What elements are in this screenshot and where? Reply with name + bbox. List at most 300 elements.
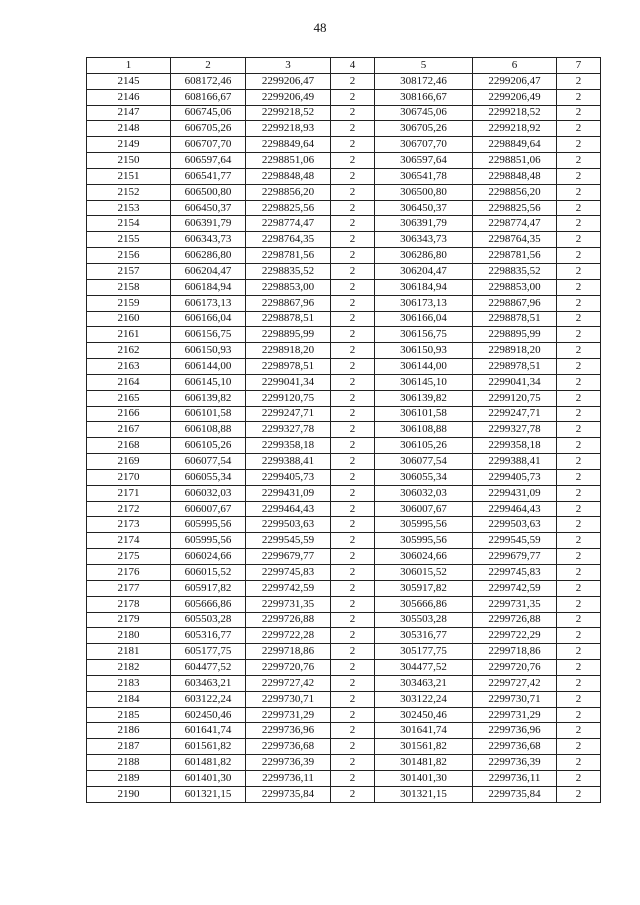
table-row bbox=[87, 73, 601, 89]
table-cell-col-3: 2299731,29 bbox=[246, 707, 331, 723]
table-cell-col-6: 2299327,78 bbox=[473, 422, 557, 438]
table-cell-col-7: 2 bbox=[557, 533, 601, 549]
table-cell-col-7: 2 bbox=[557, 454, 601, 470]
table-cell-col-4: 2 bbox=[331, 533, 375, 549]
header-col-4: 4 bbox=[331, 58, 375, 74]
table-cell-col-5: 306108,88 bbox=[375, 422, 473, 438]
table-cell-col-4: 2 bbox=[331, 374, 375, 390]
table-row bbox=[87, 580, 601, 596]
table-cell-col-2: 606745,06 bbox=[171, 105, 246, 121]
table-cell-col-7: 2 bbox=[557, 770, 601, 786]
table-cell-col-1: 2154 bbox=[87, 216, 171, 232]
table-cell-col-6: 2298848,48 bbox=[473, 168, 557, 184]
table-cell-col-6: 2298851,06 bbox=[473, 153, 557, 169]
table-cell-col-6: 2299206,47 bbox=[473, 73, 557, 89]
table-cell-col-5: 305316,77 bbox=[375, 628, 473, 644]
table-cell-col-7: 2 bbox=[557, 263, 601, 279]
header-col-7: 7 bbox=[557, 58, 601, 74]
table-cell-col-2: 606055,34 bbox=[171, 469, 246, 485]
table-cell-col-7: 2 bbox=[557, 327, 601, 343]
table-cell-col-1: 2163 bbox=[87, 359, 171, 375]
table-cell-col-7: 2 bbox=[557, 232, 601, 248]
table-cell-col-2: 606108,88 bbox=[171, 422, 246, 438]
table-cell-col-5: 305917,82 bbox=[375, 580, 473, 596]
table-cell-col-6: 2299745,83 bbox=[473, 565, 557, 581]
table-cell-col-7: 2 bbox=[557, 390, 601, 406]
table-cell-col-4: 2 bbox=[331, 248, 375, 264]
table-cell-col-5: 306450,37 bbox=[375, 200, 473, 216]
table-cell-col-4: 2 bbox=[331, 485, 375, 501]
table-cell-col-2: 606173,13 bbox=[171, 295, 246, 311]
table-cell-col-1: 2173 bbox=[87, 517, 171, 533]
table-cell-col-1: 2174 bbox=[87, 533, 171, 549]
table-cell-col-7: 2 bbox=[557, 184, 601, 200]
table-row bbox=[87, 707, 601, 723]
table-cell-col-5: 302450,46 bbox=[375, 707, 473, 723]
table-cell-col-3: 2299545,59 bbox=[246, 533, 331, 549]
table-cell-col-6: 2298853,00 bbox=[473, 279, 557, 295]
table-cell-col-1: 2183 bbox=[87, 675, 171, 691]
table-cell-col-2: 606101,58 bbox=[171, 406, 246, 422]
table-cell-col-3: 2299742,59 bbox=[246, 580, 331, 596]
table-cell-col-1: 2177 bbox=[87, 580, 171, 596]
table-cell-col-7: 2 bbox=[557, 628, 601, 644]
table-cell-col-7: 2 bbox=[557, 691, 601, 707]
table-cell-col-3: 2298918,20 bbox=[246, 343, 331, 359]
table-cell-col-1: 2185 bbox=[87, 707, 171, 723]
table-cell-col-2: 606144,00 bbox=[171, 359, 246, 375]
table-row bbox=[87, 200, 601, 216]
table-cell-col-1: 2170 bbox=[87, 469, 171, 485]
table-cell-col-1: 2158 bbox=[87, 279, 171, 295]
table-cell-col-7: 2 bbox=[557, 660, 601, 676]
table-cell-col-4: 2 bbox=[331, 438, 375, 454]
table-cell-col-5: 305503,28 bbox=[375, 612, 473, 628]
table-cell-col-5: 306541,78 bbox=[375, 168, 473, 184]
table-cell-col-6: 2298825,56 bbox=[473, 200, 557, 216]
table-cell-col-7: 2 bbox=[557, 755, 601, 771]
table-cell-col-3: 2299388,41 bbox=[246, 454, 331, 470]
table-cell-col-1: 2150 bbox=[87, 153, 171, 169]
table-cell-col-7: 2 bbox=[557, 438, 601, 454]
table-row bbox=[87, 501, 601, 517]
table-cell-col-4: 2 bbox=[331, 755, 375, 771]
table-row bbox=[87, 105, 601, 121]
table-cell-col-3: 2298764,35 bbox=[246, 232, 331, 248]
table-cell-col-2: 603463,21 bbox=[171, 675, 246, 691]
table-row bbox=[87, 279, 601, 295]
table-cell-col-6: 2299736,96 bbox=[473, 723, 557, 739]
table-row bbox=[87, 628, 601, 644]
table-cell-col-3: 2299206,49 bbox=[246, 89, 331, 105]
table-row bbox=[87, 216, 601, 232]
table-cell-col-4: 2 bbox=[331, 390, 375, 406]
header-col-5: 5 bbox=[375, 58, 473, 74]
table-cell-col-7: 2 bbox=[557, 580, 601, 596]
table-cell-col-5: 306745,06 bbox=[375, 105, 473, 121]
table-cell-col-4: 2 bbox=[331, 580, 375, 596]
table-cell-col-1: 2176 bbox=[87, 565, 171, 581]
table-cell-col-3: 2298849,64 bbox=[246, 137, 331, 153]
table-cell-col-1: 2175 bbox=[87, 549, 171, 565]
table-cell-col-5: 308172,46 bbox=[375, 73, 473, 89]
table-cell-col-1: 2181 bbox=[87, 644, 171, 660]
table-row bbox=[87, 723, 601, 739]
table-row bbox=[87, 406, 601, 422]
table-cell-col-1: 2148 bbox=[87, 121, 171, 137]
table-cell-col-5: 306145,10 bbox=[375, 374, 473, 390]
table-cell-col-3: 2298835,52 bbox=[246, 263, 331, 279]
table-cell-col-2: 605666,86 bbox=[171, 596, 246, 612]
table-cell-col-6: 2299206,49 bbox=[473, 89, 557, 105]
table-cell-col-5: 306150,93 bbox=[375, 343, 473, 359]
table-cell-col-2: 606184,94 bbox=[171, 279, 246, 295]
table-cell-col-7: 2 bbox=[557, 279, 601, 295]
table-cell-col-7: 2 bbox=[557, 374, 601, 390]
table-row bbox=[87, 644, 601, 660]
table-cell-col-5: 301321,15 bbox=[375, 786, 473, 802]
table-cell-col-6: 2299464,43 bbox=[473, 501, 557, 517]
table-cell-col-2: 606707,70 bbox=[171, 137, 246, 153]
table-cell-col-3: 2299358,18 bbox=[246, 438, 331, 454]
table-cell-col-1: 2171 bbox=[87, 485, 171, 501]
table-cell-col-3: 2299247,71 bbox=[246, 406, 331, 422]
table-cell-col-7: 2 bbox=[557, 343, 601, 359]
table-cell-col-4: 2 bbox=[331, 565, 375, 581]
table-cell-col-5: 306139,82 bbox=[375, 390, 473, 406]
table-cell-col-6: 2299736,11 bbox=[473, 770, 557, 786]
table-cell-col-4: 2 bbox=[331, 279, 375, 295]
table-cell-col-6: 2299736,68 bbox=[473, 739, 557, 755]
table-row bbox=[87, 596, 601, 612]
table-cell-col-4: 2 bbox=[331, 359, 375, 375]
header-col-2: 2 bbox=[171, 58, 246, 74]
table-cell-col-6: 2298918,20 bbox=[473, 343, 557, 359]
table-cell-col-2: 606156,75 bbox=[171, 327, 246, 343]
table-cell-col-2: 608172,46 bbox=[171, 73, 246, 89]
table-cell-col-3: 2299405,73 bbox=[246, 469, 331, 485]
table-cell-col-5: 306156,75 bbox=[375, 327, 473, 343]
table-cell-col-4: 2 bbox=[331, 327, 375, 343]
table-cell-col-2: 606343,73 bbox=[171, 232, 246, 248]
table-cell-col-5: 306204,47 bbox=[375, 263, 473, 279]
table-cell-col-4: 2 bbox=[331, 422, 375, 438]
table-cell-col-6: 2299731,29 bbox=[473, 707, 557, 723]
table-cell-col-3: 2298851,06 bbox=[246, 153, 331, 169]
table-cell-col-6: 2299735,84 bbox=[473, 786, 557, 802]
table-cell-col-3: 2299730,71 bbox=[246, 691, 331, 707]
table-row bbox=[87, 295, 601, 311]
table-cell-col-7: 2 bbox=[557, 359, 601, 375]
table-row bbox=[87, 89, 601, 105]
table-cell-col-3: 2299736,68 bbox=[246, 739, 331, 755]
table-row bbox=[87, 755, 601, 771]
table-cell-col-6: 2299731,35 bbox=[473, 596, 557, 612]
table-cell-col-4: 2 bbox=[331, 517, 375, 533]
table-cell-col-1: 2178 bbox=[87, 596, 171, 612]
table-cell-col-3: 2299503,63 bbox=[246, 517, 331, 533]
table-cell-col-6: 2298849,64 bbox=[473, 137, 557, 153]
table-row bbox=[87, 770, 601, 786]
table-cell-col-3: 2299679,77 bbox=[246, 549, 331, 565]
table-cell-col-2: 601561,82 bbox=[171, 739, 246, 755]
table-cell-col-1: 2161 bbox=[87, 327, 171, 343]
table-cell-col-4: 2 bbox=[331, 596, 375, 612]
table-cell-col-2: 606597,64 bbox=[171, 153, 246, 169]
table-cell-col-4: 2 bbox=[331, 200, 375, 216]
table-cell-col-7: 2 bbox=[557, 422, 601, 438]
table-cell-col-2: 606139,82 bbox=[171, 390, 246, 406]
table-cell-col-6: 2299720,76 bbox=[473, 660, 557, 676]
table-cell-col-1: 2145 bbox=[87, 73, 171, 89]
table-row bbox=[87, 422, 601, 438]
table-cell-col-6: 2298878,51 bbox=[473, 311, 557, 327]
table-cell-col-5: 306077,54 bbox=[375, 454, 473, 470]
table-cell-col-4: 2 bbox=[331, 707, 375, 723]
table-cell-col-2: 606705,26 bbox=[171, 121, 246, 137]
table-cell-col-5: 306105,26 bbox=[375, 438, 473, 454]
table-row bbox=[87, 660, 601, 676]
table-cell-col-4: 2 bbox=[331, 105, 375, 121]
header-col-6: 6 bbox=[473, 58, 557, 74]
table-cell-col-1: 2160 bbox=[87, 311, 171, 327]
table-cell-col-4: 2 bbox=[331, 263, 375, 279]
table-row bbox=[87, 153, 601, 169]
table-cell-col-2: 606145,10 bbox=[171, 374, 246, 390]
table-row bbox=[87, 184, 601, 200]
table-cell-col-3: 2299726,88 bbox=[246, 612, 331, 628]
table-cell-col-2: 606166,04 bbox=[171, 311, 246, 327]
table-cell-col-1: 2147 bbox=[87, 105, 171, 121]
table-cell-col-1: 2149 bbox=[87, 137, 171, 153]
header-col-1: 1 bbox=[87, 58, 171, 74]
table-cell-col-7: 2 bbox=[557, 248, 601, 264]
table-cell-col-3: 2299736,11 bbox=[246, 770, 331, 786]
table-cell-col-5: 305177,75 bbox=[375, 644, 473, 660]
table-cell-col-1: 2182 bbox=[87, 660, 171, 676]
table-cell-col-6: 2299679,77 bbox=[473, 549, 557, 565]
table-row bbox=[87, 343, 601, 359]
table-cell-col-1: 2187 bbox=[87, 739, 171, 755]
table-cell-col-6: 2298781,56 bbox=[473, 248, 557, 264]
table-cell-col-7: 2 bbox=[557, 200, 601, 216]
table-cell-col-2: 606077,54 bbox=[171, 454, 246, 470]
table-cell-col-6: 2298764,35 bbox=[473, 232, 557, 248]
table-cell-col-5: 306015,52 bbox=[375, 565, 473, 581]
table-cell-col-5: 306173,13 bbox=[375, 295, 473, 311]
table-cell-col-4: 2 bbox=[331, 612, 375, 628]
table-cell-col-2: 603122,24 bbox=[171, 691, 246, 707]
table-cell-col-4: 2 bbox=[331, 675, 375, 691]
table-row bbox=[87, 454, 601, 470]
table-cell-col-5: 306705,26 bbox=[375, 121, 473, 137]
table-cell-col-5: 306500,80 bbox=[375, 184, 473, 200]
table-row bbox=[87, 374, 601, 390]
table-cell-col-3: 2299736,96 bbox=[246, 723, 331, 739]
table-cell-col-2: 605917,82 bbox=[171, 580, 246, 596]
table-cell-col-1: 2165 bbox=[87, 390, 171, 406]
table-cell-col-4: 2 bbox=[331, 168, 375, 184]
table-cell-col-1: 2179 bbox=[87, 612, 171, 628]
table-cell-col-5: 306286,80 bbox=[375, 248, 473, 264]
table-cell-col-4: 2 bbox=[331, 89, 375, 105]
table-cell-col-1: 2156 bbox=[87, 248, 171, 264]
table-cell-col-7: 2 bbox=[557, 469, 601, 485]
table-row bbox=[87, 232, 601, 248]
table-row bbox=[87, 359, 601, 375]
table-row bbox=[87, 390, 601, 406]
table-cell-col-4: 2 bbox=[331, 660, 375, 676]
table-cell-col-3: 2298895,99 bbox=[246, 327, 331, 343]
table-cell-col-5: 306144,00 bbox=[375, 359, 473, 375]
table-cell-col-3: 2298978,51 bbox=[246, 359, 331, 375]
table-cell-col-5: 306101,58 bbox=[375, 406, 473, 422]
table-row bbox=[87, 786, 601, 802]
table-cell-col-3: 2299431,09 bbox=[246, 485, 331, 501]
table-cell-col-3: 2299731,35 bbox=[246, 596, 331, 612]
table-cell-col-6: 2299726,88 bbox=[473, 612, 557, 628]
table-cell-col-5: 306007,67 bbox=[375, 501, 473, 517]
table-cell-col-4: 2 bbox=[331, 723, 375, 739]
table-cell-col-4: 2 bbox=[331, 153, 375, 169]
table-cell-col-2: 606105,26 bbox=[171, 438, 246, 454]
table-cell-col-3: 2299120,75 bbox=[246, 390, 331, 406]
table-row bbox=[87, 263, 601, 279]
table-cell-col-7: 2 bbox=[557, 73, 601, 89]
table-cell-col-6: 2299041,34 bbox=[473, 374, 557, 390]
table-cell-col-1: 2159 bbox=[87, 295, 171, 311]
table-cell-col-5: 306597,64 bbox=[375, 153, 473, 169]
table-cell-col-7: 2 bbox=[557, 596, 601, 612]
table-cell-col-6: 2299736,39 bbox=[473, 755, 557, 771]
table-cell-col-2: 605995,56 bbox=[171, 517, 246, 533]
table-cell-col-5: 306055,34 bbox=[375, 469, 473, 485]
table-cell-col-7: 2 bbox=[557, 89, 601, 105]
table-cell-col-2: 605995,56 bbox=[171, 533, 246, 549]
table-cell-col-5: 306391,79 bbox=[375, 216, 473, 232]
table-cell-col-1: 2172 bbox=[87, 501, 171, 517]
table-cell-col-2: 601641,74 bbox=[171, 723, 246, 739]
table-cell-col-7: 2 bbox=[557, 485, 601, 501]
table-cell-col-6: 2299742,59 bbox=[473, 580, 557, 596]
table-cell-col-3: 2298781,56 bbox=[246, 248, 331, 264]
table-cell-col-6: 2299727,42 bbox=[473, 675, 557, 691]
table-cell-col-7: 2 bbox=[557, 644, 601, 660]
table-cell-col-5: 301401,30 bbox=[375, 770, 473, 786]
table-cell-col-6: 2299388,41 bbox=[473, 454, 557, 470]
table-cell-col-5: 306184,94 bbox=[375, 279, 473, 295]
table-cell-col-2: 606007,67 bbox=[171, 501, 246, 517]
table-cell-col-5: 306343,73 bbox=[375, 232, 473, 248]
table-cell-col-6: 2298895,99 bbox=[473, 327, 557, 343]
page-number: 48 bbox=[313, 20, 327, 35]
table-cell-col-6: 2299405,73 bbox=[473, 469, 557, 485]
table-cell-col-3: 2298856,20 bbox=[246, 184, 331, 200]
table-cell-col-2: 606150,93 bbox=[171, 343, 246, 359]
table-cell-col-7: 2 bbox=[557, 612, 601, 628]
table-body bbox=[87, 73, 601, 802]
table-cell-col-4: 2 bbox=[331, 295, 375, 311]
table-cell-col-5: 306166,04 bbox=[375, 311, 473, 327]
table-cell-col-7: 2 bbox=[557, 105, 601, 121]
table-cell-col-5: 301641,74 bbox=[375, 723, 473, 739]
table-cell-col-5: 303122,24 bbox=[375, 691, 473, 707]
table-cell-col-1: 2184 bbox=[87, 691, 171, 707]
table-row bbox=[87, 691, 601, 707]
table-row bbox=[87, 739, 601, 755]
table-cell-col-5: 306707,70 bbox=[375, 137, 473, 153]
table-cell-col-3: 2299722,28 bbox=[246, 628, 331, 644]
table-cell-col-3: 2299218,93 bbox=[246, 121, 331, 137]
table-row bbox=[87, 517, 601, 533]
table-cell-col-1: 2167 bbox=[87, 422, 171, 438]
table-cell-col-5: 303463,21 bbox=[375, 675, 473, 691]
table-cell-col-3: 2299218,52 bbox=[246, 105, 331, 121]
table-cell-col-3: 2299745,83 bbox=[246, 565, 331, 581]
table-cell-col-3: 2298867,96 bbox=[246, 295, 331, 311]
table-cell-col-3: 2298774,47 bbox=[246, 216, 331, 232]
table-cell-col-6: 2299120,75 bbox=[473, 390, 557, 406]
table-cell-col-3: 2299718,86 bbox=[246, 644, 331, 660]
table-cell-col-6: 2298835,52 bbox=[473, 263, 557, 279]
table-cell-col-5: 305995,56 bbox=[375, 517, 473, 533]
table-cell-col-2: 606450,37 bbox=[171, 200, 246, 216]
table-cell-col-4: 2 bbox=[331, 311, 375, 327]
table-cell-col-3: 2298878,51 bbox=[246, 311, 331, 327]
table-row bbox=[87, 311, 601, 327]
table-cell-col-4: 2 bbox=[331, 691, 375, 707]
table-cell-col-7: 2 bbox=[557, 549, 601, 565]
table-cell-col-4: 2 bbox=[331, 343, 375, 359]
table-cell-col-2: 606391,79 bbox=[171, 216, 246, 232]
table-cell-col-2: 606204,47 bbox=[171, 263, 246, 279]
table-cell-col-1: 2188 bbox=[87, 755, 171, 771]
coordinates-table bbox=[86, 57, 601, 803]
table-cell-col-1: 2166 bbox=[87, 406, 171, 422]
table-cell-col-7: 2 bbox=[557, 137, 601, 153]
table-cell-col-4: 2 bbox=[331, 73, 375, 89]
table-cell-col-7: 2 bbox=[557, 517, 601, 533]
table-cell-col-4: 2 bbox=[331, 406, 375, 422]
table-cell-col-4: 2 bbox=[331, 216, 375, 232]
table-cell-col-3: 2298825,56 bbox=[246, 200, 331, 216]
table-cell-col-6: 2299503,63 bbox=[473, 517, 557, 533]
table-cell-col-5: 305995,56 bbox=[375, 533, 473, 549]
table-cell-col-1: 2186 bbox=[87, 723, 171, 739]
table-row bbox=[87, 549, 601, 565]
table-cell-col-6: 2299358,18 bbox=[473, 438, 557, 454]
table-cell-col-5: 306032,03 bbox=[375, 485, 473, 501]
table-row bbox=[87, 533, 601, 549]
table-cell-col-1: 2146 bbox=[87, 89, 171, 105]
table-cell-col-3: 2299464,43 bbox=[246, 501, 331, 517]
table-cell-col-2: 606015,52 bbox=[171, 565, 246, 581]
table-cell-col-1: 2180 bbox=[87, 628, 171, 644]
table-cell-col-2: 606500,80 bbox=[171, 184, 246, 200]
table-cell-col-4: 2 bbox=[331, 121, 375, 137]
table-cell-col-5: 304477,52 bbox=[375, 660, 473, 676]
table-cell-col-7: 2 bbox=[557, 786, 601, 802]
table-cell-col-4: 2 bbox=[331, 232, 375, 248]
table-cell-col-7: 2 bbox=[557, 121, 601, 137]
table-cell-col-1: 2169 bbox=[87, 454, 171, 470]
table-cell-col-6: 2299218,52 bbox=[473, 105, 557, 121]
table-cell-col-4: 2 bbox=[331, 469, 375, 485]
table-cell-col-2: 604477,52 bbox=[171, 660, 246, 676]
table-cell-col-1: 2152 bbox=[87, 184, 171, 200]
table-cell-col-5: 305666,86 bbox=[375, 596, 473, 612]
table-cell-col-5: 306024,66 bbox=[375, 549, 473, 565]
